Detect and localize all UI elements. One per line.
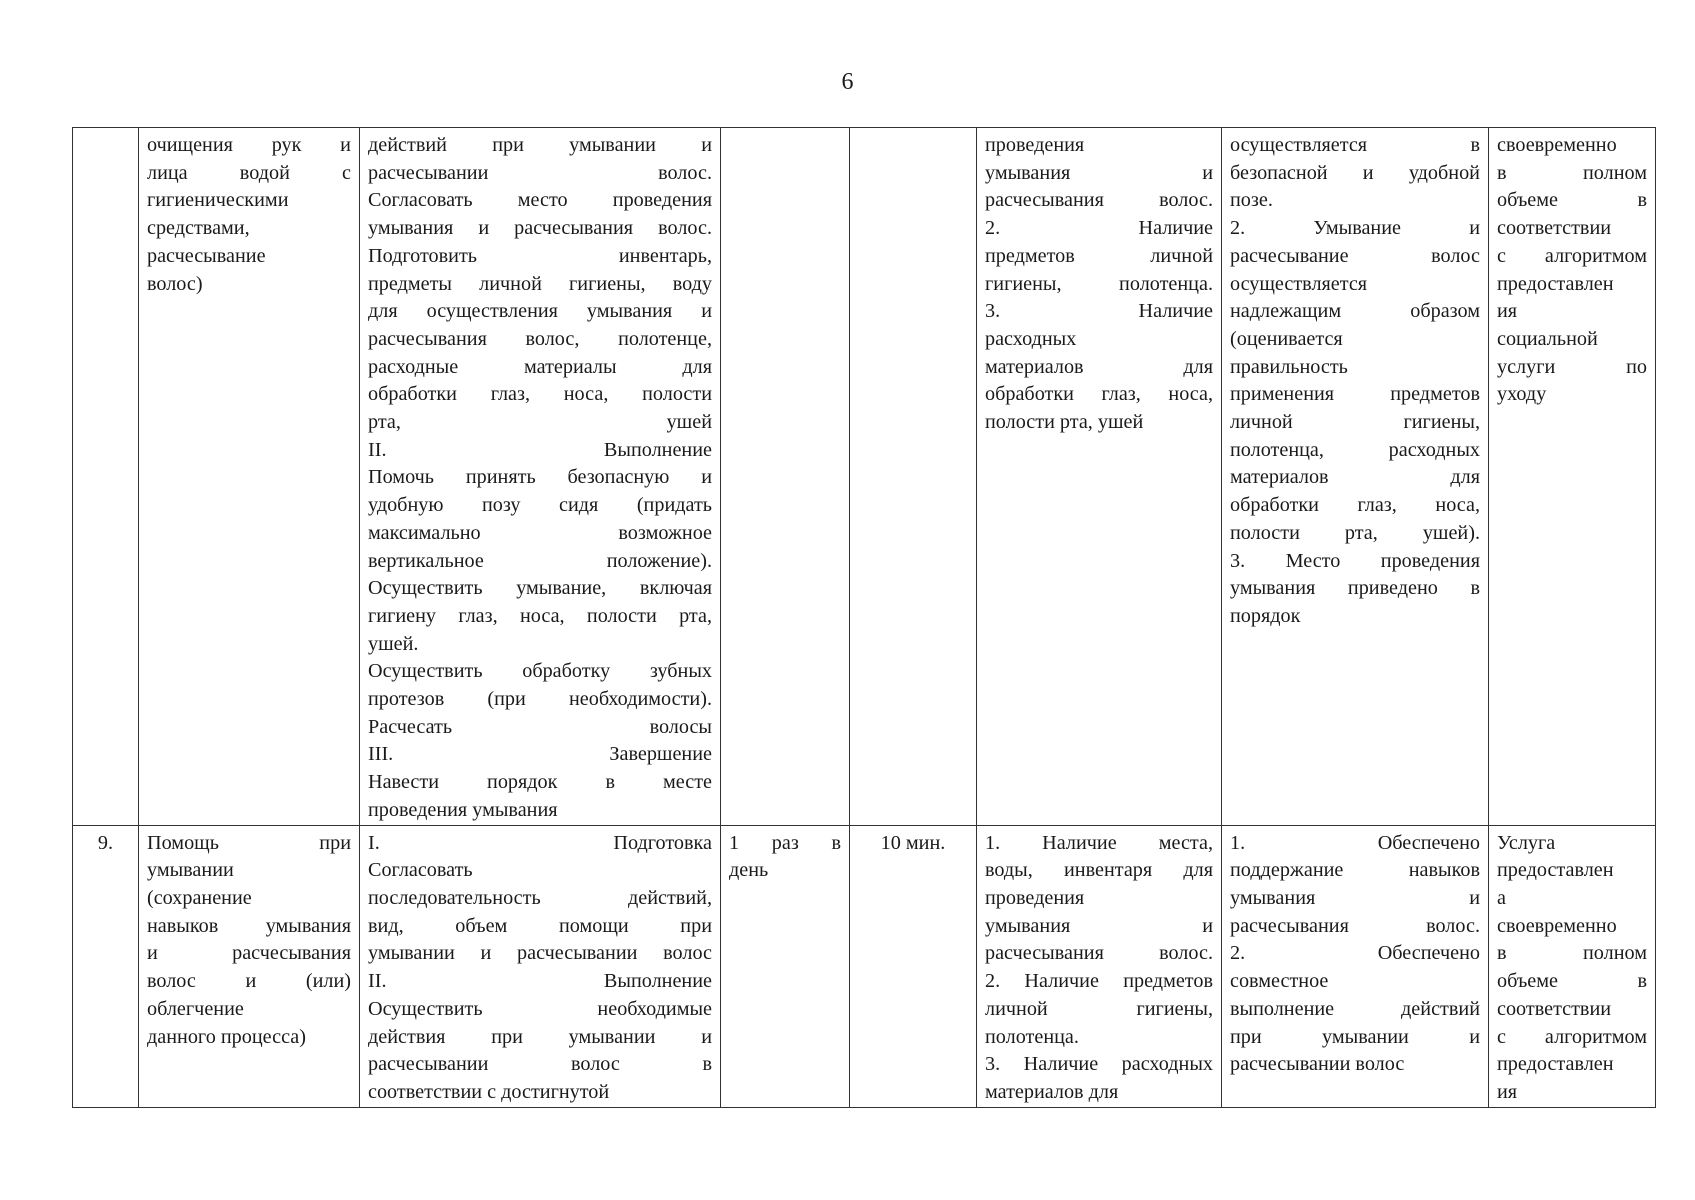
- cell-line: 2. Наличие: [985, 217, 1213, 240]
- cell-quality: [1489, 825, 1656, 1107]
- cell-line: день: [729, 859, 769, 882]
- cell-line: Согласовать место проведения: [368, 189, 712, 212]
- cell-line: объеме в: [1497, 189, 1647, 212]
- cell-line: 1. Обеспечено: [1230, 831, 1480, 854]
- cell-line: материалов для: [1230, 466, 1480, 489]
- cell-line: данного процесса): [147, 1025, 306, 1048]
- cell-line: расчесывании волос: [1230, 1053, 1405, 1076]
- table-row: [73, 825, 1656, 1107]
- cell-line: своевременно: [1497, 914, 1617, 937]
- cell-line: полости рта, ушей).: [1230, 521, 1480, 544]
- cell-line: Помощь при: [147, 831, 351, 854]
- cell-line: объеме в: [1497, 970, 1647, 993]
- cell-line: умывания и: [1230, 886, 1480, 909]
- cell-results: [1222, 128, 1489, 826]
- cell-line: средствами,: [147, 217, 250, 240]
- cell-line: проведения умывания: [368, 798, 558, 821]
- cell-line: 3. Место проведения: [1230, 549, 1480, 572]
- cell-line: применения предметов: [1230, 383, 1480, 406]
- cell-line: с алгоритмом: [1497, 1025, 1647, 1048]
- cell-line: удобную позу сидя (придать: [368, 494, 712, 517]
- cell-line: проведения: [985, 886, 1085, 909]
- cell-line: Осуществить умывание, включая: [368, 577, 712, 600]
- cell-line: обработки глаз, носа, полости: [368, 383, 712, 406]
- cell-line: обработки глаз, носа,: [985, 383, 1213, 406]
- cell-line: умывании и расчесывании волос: [368, 942, 712, 965]
- cell-duration: 10 мин.: [850, 825, 977, 1107]
- cell-line: умывании: [147, 859, 234, 882]
- cell-line: ушей.: [368, 632, 419, 655]
- cell-line: умывания и: [985, 914, 1213, 937]
- cell-line: соответствии с достигнутой: [368, 1080, 610, 1103]
- cell-actions: [360, 128, 721, 826]
- cell-line: расчесывание: [147, 244, 266, 267]
- cell-line: рта, ушей: [368, 411, 712, 434]
- cell-number: 9.: [73, 825, 139, 1107]
- cell-line: полости рта, ушей: [985, 411, 1144, 434]
- cell-line: Подготовить инвентарь,: [368, 244, 712, 267]
- cell-line: волос и (или): [147, 970, 351, 993]
- cell-line: протезов (при необходимости).: [368, 688, 712, 711]
- cell-line: осуществляется в: [1230, 134, 1480, 156]
- cell-line: расходные материалы для: [368, 355, 712, 378]
- cell-line: Навести порядок в месте: [368, 771, 712, 794]
- cell-line: расходных: [985, 327, 1077, 350]
- cell-line: предоставлен: [1497, 859, 1614, 882]
- cell-line: вертикальное положение).: [368, 549, 712, 572]
- cell-line: с алгоритмом: [1497, 244, 1647, 267]
- cell-line: расчесывания волос.: [985, 189, 1213, 212]
- cell-line: действий при умывании и: [368, 134, 712, 156]
- page-number: 6: [841, 69, 854, 95]
- cell-line: расчесывания волос.: [985, 942, 1213, 965]
- cell-line: для осуществления умывания и: [368, 300, 712, 323]
- cell-line: расчесывания волос, полотенце,: [368, 327, 712, 350]
- cell-line: умывания и: [985, 161, 1213, 184]
- cell-line: социальной: [1497, 327, 1598, 350]
- cell-line: Осуществить необходимые: [368, 997, 712, 1020]
- cell-service-name: [139, 128, 360, 826]
- cell-line: личной гигиены,: [985, 997, 1213, 1020]
- cell-line: воды, инвентаря для: [985, 859, 1213, 882]
- cell-line: расчесывании волос в: [368, 1053, 712, 1076]
- cell-line: Согласовать: [368, 859, 473, 882]
- cell-line: материалов для: [985, 355, 1213, 378]
- cell-conditions: [977, 825, 1222, 1107]
- cell-line: очищения рук и: [147, 134, 351, 156]
- cell-line: Осуществить обработку зубных: [368, 660, 712, 683]
- cell-line: 2. Наличие предметов: [985, 970, 1213, 993]
- cell-line: последовательность действий,: [368, 886, 712, 909]
- cell-line: проведения: [985, 134, 1085, 156]
- cell-number: [73, 128, 139, 826]
- cell-line: осуществляется: [1230, 272, 1368, 295]
- cell-frequency: [721, 825, 850, 1107]
- cell-line: надлежащим образом: [1230, 300, 1480, 323]
- cell-line: 2. Обеспечено: [1230, 942, 1480, 965]
- cell-line: волос): [147, 272, 203, 295]
- cell-quality: [1489, 128, 1656, 826]
- cell-line: поддержание навыков: [1230, 859, 1480, 882]
- cell-line: расчесывание волос: [1230, 244, 1480, 267]
- cell-line: предоставлен: [1497, 1053, 1614, 1076]
- cell-line: гигиену глаз, носа, полости рта,: [368, 604, 712, 627]
- cell-line: умывания приведено в: [1230, 577, 1480, 600]
- cell-line: в полном: [1497, 161, 1647, 184]
- table-body: [73, 128, 1656, 1108]
- cell-line: лица водой с: [147, 161, 351, 184]
- cell-line: Расчесать волосы: [368, 715, 712, 738]
- cell-line: 1. Наличие места,: [985, 831, 1213, 854]
- cell-line: соответствии: [1497, 997, 1612, 1020]
- cell-line: III. Завершение: [368, 743, 712, 766]
- cell-line: своевременно: [1497, 134, 1617, 156]
- cell-results: [1222, 825, 1489, 1107]
- cell-actions: [360, 825, 721, 1107]
- cell-line: материалов для: [985, 1080, 1119, 1103]
- cell-line: Услуга: [1497, 831, 1556, 854]
- cell-line: облегчение: [147, 997, 244, 1020]
- cell-line: соответствии: [1497, 217, 1612, 240]
- cell-line: ия: [1497, 300, 1518, 323]
- cell-service-name: [139, 825, 360, 1107]
- cell-line: уходу: [1497, 383, 1547, 406]
- cell-line: и расчесывания: [147, 942, 351, 965]
- cell-line: полотенца.: [985, 1025, 1079, 1048]
- cell-line: личной гигиены,: [1230, 411, 1480, 434]
- cell-line: расчесывании волос.: [368, 161, 712, 184]
- cell-line: предметы личной гигиены, воду: [368, 272, 712, 295]
- cell-line: предоставлен: [1497, 272, 1614, 295]
- cell-line: гигиеническими: [147, 189, 289, 212]
- cell-line: 3. Наличие: [985, 300, 1213, 323]
- cell-duration: [850, 128, 977, 826]
- cell-line: (оценивается: [1230, 327, 1343, 350]
- cell-line: полотенца, расходных: [1230, 438, 1480, 461]
- cell-line: в полном: [1497, 942, 1647, 965]
- cell-line: услуги по: [1497, 355, 1647, 378]
- cell-line: а: [1497, 886, 1506, 909]
- cell-line: позе.: [1230, 189, 1273, 212]
- cell-line: (сохранение: [147, 886, 252, 909]
- cell-line: правильность: [1230, 355, 1348, 378]
- cell-line: при умывании и: [1230, 1025, 1480, 1048]
- services-table: [72, 127, 1656, 1108]
- cell-line: Помочь принять безопасную и: [368, 466, 712, 489]
- cell-line: предметов личной: [985, 244, 1213, 267]
- cell-line: расчесывания волос.: [1230, 914, 1480, 937]
- cell-line: совместное: [1230, 970, 1329, 993]
- cell-line: гигиены, полотенца.: [985, 272, 1213, 295]
- cell-line: ия: [1497, 1080, 1518, 1103]
- cell-line: I. Подготовка: [368, 831, 712, 854]
- cell-line: II. Выполнение: [368, 970, 712, 993]
- cell-line: безопасной и удобной: [1230, 161, 1480, 184]
- table-row: [73, 128, 1656, 826]
- cell-line: 2. Умывание и: [1230, 217, 1480, 240]
- cell-line: II. Выполнение: [368, 438, 712, 461]
- cell-line: действия при умывании и: [368, 1025, 712, 1048]
- cell-line: умывания и расчесывания волос.: [368, 217, 712, 240]
- cell-line: порядок: [1230, 604, 1301, 627]
- cell-conditions: [977, 128, 1222, 826]
- cell-line: навыков умывания: [147, 914, 351, 937]
- cell-line: обработки глаз, носа,: [1230, 494, 1480, 517]
- cell-frequency: [721, 128, 850, 826]
- cell-line: вид, объем помощи при: [368, 914, 712, 937]
- cell-line: максимально возможное: [368, 521, 712, 544]
- cell-line: 3. Наличие расходных: [985, 1053, 1213, 1076]
- cell-line: выполнение действий: [1230, 997, 1480, 1020]
- cell-line: 1 раз в: [729, 831, 841, 854]
